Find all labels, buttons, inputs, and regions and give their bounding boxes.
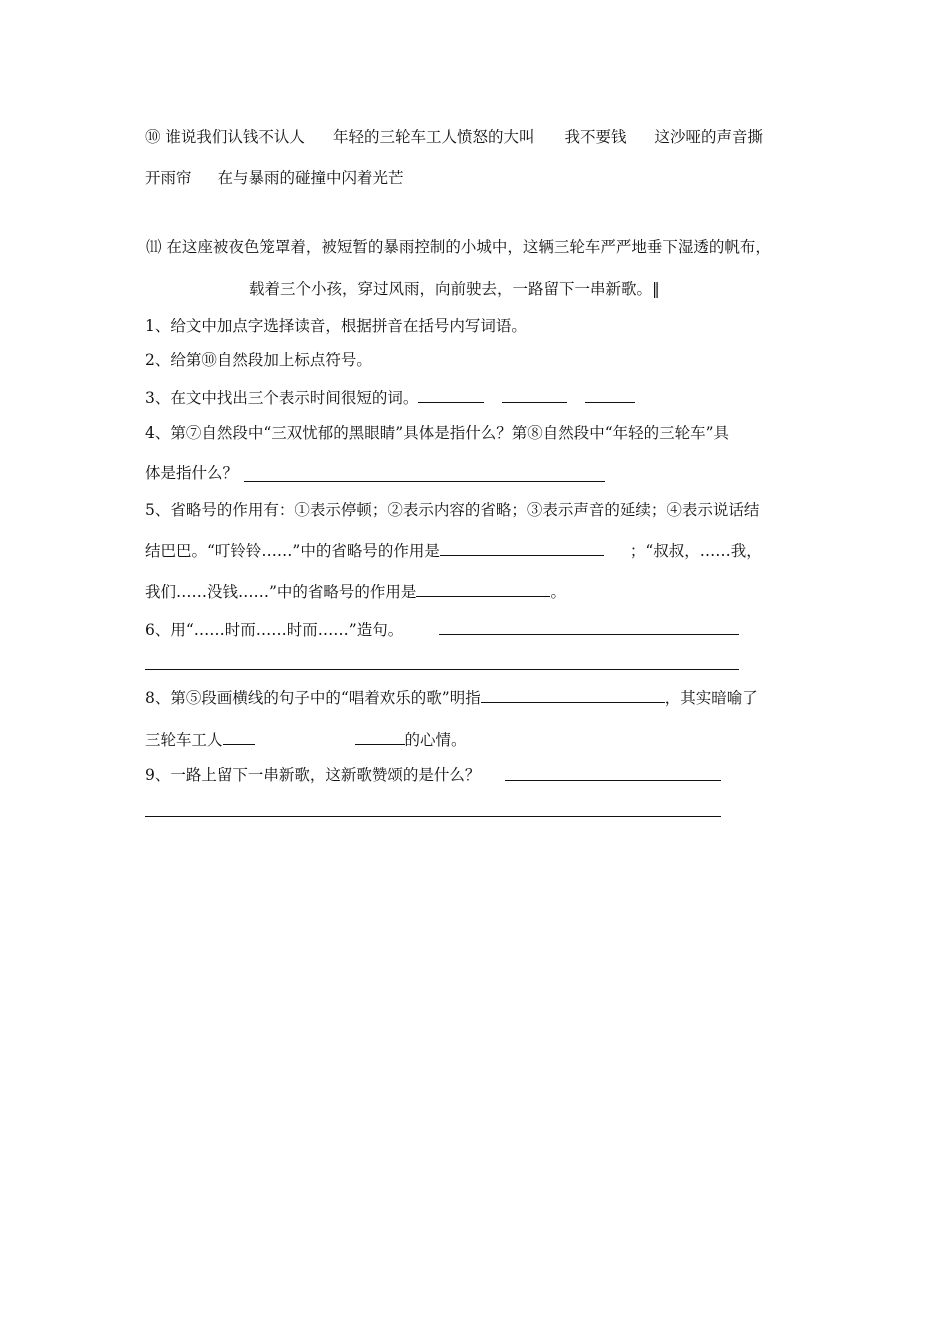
question-8-text-b: ，其实暗喻了 [664, 689, 758, 707]
para10-seg-c: 我不要钱 [564, 128, 627, 146]
para10-seg-e: 开雨帘 [145, 169, 192, 187]
answer-line-6b[interactable] [145, 669, 739, 670]
question-8-line-2 [145, 729, 467, 750]
paragraph-11-line-2: 载着三个小孩，穿过风雨，向前驶去，一路留下一串新歌。‖ [249, 280, 660, 298]
answer-line-9a[interactable] [505, 780, 721, 781]
question-8-text-c: 三轮车工人 [145, 731, 223, 749]
answer-blank-3c[interactable] [585, 387, 635, 403]
question-5-text-b: ；“叔叔，……我， [629, 542, 762, 560]
answer-blank-8c[interactable] [355, 729, 405, 745]
question-1: 1、给文中加点字选择读音，根据拼音在括号内写词语。 [145, 317, 527, 335]
answer-line-9b[interactable] [145, 816, 721, 817]
question-5-line-2 [145, 540, 762, 561]
para10-seg-b: 年轻的三轮车工人愤怒的大叫 [332, 128, 535, 146]
question-2: 2、给第⑩自然段加上标点符号。 [145, 351, 372, 369]
paragraph-10-line-1 [145, 127, 763, 147]
para10-seg-d: 这沙哑的声音撕 [654, 128, 763, 146]
answer-line-6a[interactable] [439, 634, 739, 635]
answer-blank-3b[interactable] [502, 387, 567, 403]
question-6-text: 6、用“……时而……时而……”造句。 [145, 621, 404, 639]
answer-blank-8b[interactable] [223, 729, 255, 745]
question-5-text-a: 结巴巴。“叮铃铃……”中的省略号的作用是 [145, 542, 440, 560]
question-9 [145, 765, 480, 785]
question-8-text-a: 8、第⑤段画横线的句子中的“唱着欢乐的歌”明指 [145, 689, 481, 707]
paragraph-10-line-2 [145, 168, 404, 188]
answer-blank-3a[interactable] [418, 387, 484, 403]
question-8-text-d: 的心情。 [404, 731, 467, 749]
question-3 [145, 387, 635, 408]
question-4-text: 体是指什么？ [145, 464, 239, 482]
question-5-line-3 [145, 581, 566, 602]
paragraph-11-line-1: ⑾ 在这座被夜色笼罩着，被短暂的暴雨控制的小城中，这辆三轮车严严地垂下湿透的帆布， [146, 238, 771, 256]
question-6 [145, 620, 403, 640]
answer-blank-5a[interactable] [440, 540, 604, 556]
para10-seg-f: 在与暴雨的碰撞中闪着光芒 [217, 169, 404, 187]
question-9-text: 9、一路上留下一串新歌，这新歌赞颂的是什么？ [145, 766, 481, 784]
question-5-text-c: 我们……没钱……”中的省略号的作用是 [145, 583, 417, 601]
question-4-line-2 [145, 463, 238, 483]
question-5-text-d: 。 [550, 583, 566, 601]
answer-blank-8a[interactable] [481, 687, 665, 703]
question-4-line-1: 4、第⑦自然段中“三双忧郁的黑眼睛”具体是指什么？第⑧自然段中“年轻的三轮车”具 [145, 424, 730, 442]
question-5-line-1: 5、省略号的作用有：①表示停顿；②表示内容的省略；③表示声音的延续；④表示说话结 [145, 501, 760, 519]
answer-line-4[interactable] [244, 481, 605, 482]
answer-blank-5b[interactable] [416, 581, 550, 597]
question-3-text: 3、在文中找出三个表示时间很短的词。 [145, 389, 419, 407]
question-8-line-1 [145, 687, 758, 708]
para10-seg-a: ⑩ 谁说我们认钱不认人 [145, 128, 305, 146]
